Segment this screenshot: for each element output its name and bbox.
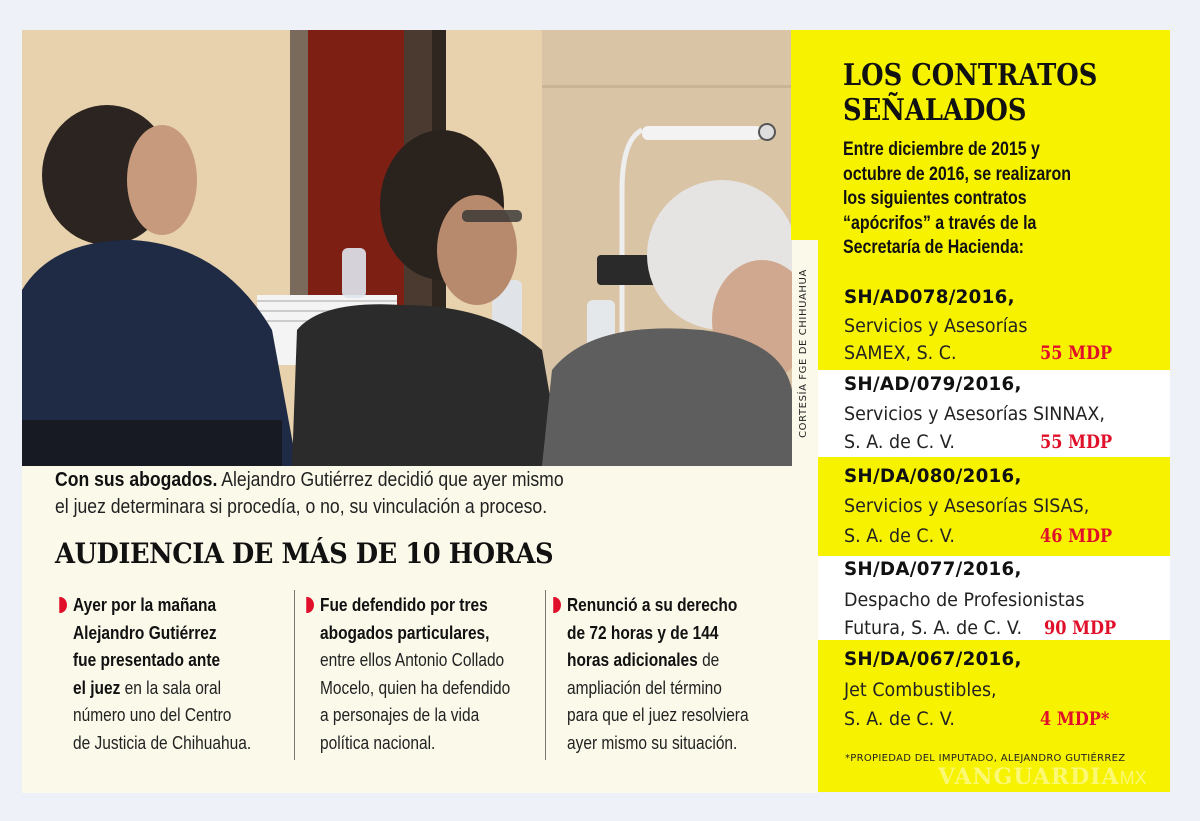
- col3-line-1: ampliación del término: [567, 677, 722, 698]
- watermark-brand: VANGUARDIA: [938, 764, 1120, 790]
- contract-company-line-2: S. A. de C. V.: [844, 431, 955, 453]
- column-2: [320, 592, 590, 757]
- column-1: [73, 592, 343, 757]
- caption-text-2: el juez determinara si procedía, o no, su vinculación a proceso.: [55, 496, 548, 518]
- courtroom-photo: [22, 30, 792, 466]
- contract-company-line-2: S. A. de C. V.: [844, 708, 955, 730]
- photo-credit-text: CORTESÍA FGE DE CHIHUAHUA: [797, 268, 809, 438]
- contract-amount: 55 MDP: [1040, 342, 1113, 364]
- contract-company-line-2: SAMEX, S. C.: [844, 342, 957, 364]
- col2-bold-1: Fue defendido por tres: [320, 595, 488, 615]
- panel-intro: [843, 138, 1162, 261]
- intro-line: los siguientes contratos: [843, 188, 1027, 209]
- col2-line-1: entre ellos Antonio Collado: [320, 650, 505, 670]
- contract-company-line-1: Despacho de Profesionistas: [844, 589, 1085, 611]
- contract-item: [818, 370, 1170, 457]
- contract-item: [818, 556, 1170, 640]
- col2-bold-2: abogados particulares,: [320, 622, 490, 643]
- panel-title-line-2: SEÑALADOS: [843, 93, 1027, 128]
- contract-amount: 46 MDP: [1040, 525, 1113, 547]
- contract-code: SH/AD/079/2016,: [844, 373, 1022, 395]
- contract-company-line-2: S. A. de C. V.: [844, 525, 955, 547]
- col3-bold-1: Renunció a su derecho: [567, 595, 738, 615]
- col1-bold-1: Ayer por la mañana: [73, 595, 217, 615]
- contract-item: [818, 640, 1170, 740]
- col1-mixed-rest: en la sala oral: [120, 677, 222, 698]
- intro-line: Entre diciembre de 2015 y: [843, 139, 1040, 160]
- contract-code: SH/DA/067/2016,: [844, 648, 1022, 670]
- courtroom-photo-illustration: [22, 30, 792, 466]
- caption-lead: Con sus abogados.: [55, 469, 218, 491]
- col3-bold-2: de 72 horas y de 144: [567, 622, 719, 643]
- contract-company-line-1: Servicios y Asesorías: [844, 315, 1028, 337]
- col3-mixed-rest: de: [697, 650, 720, 670]
- contract-company-line-1: Jet Combustibles,: [844, 679, 997, 701]
- column-divider: [294, 590, 295, 760]
- col2-line-4: política nacional.: [320, 732, 436, 753]
- contract-code: SH/DA/077/2016,: [844, 558, 1022, 580]
- col1-mixed-bold: el juez: [73, 677, 121, 698]
- section-title: AUDIENCIA DE MÁS DE 10 HORAS: [55, 537, 554, 570]
- contract-amount: 55 MDP: [1040, 431, 1113, 453]
- contract-company-line-1: Servicios y Asesorías SINNAX,: [844, 403, 1105, 425]
- col3-line-2: para que el juez resolviera: [567, 705, 749, 725]
- col2-line-2: Mocelo, quien ha defendido: [320, 677, 511, 698]
- intro-line: “apócrifos” a través de la: [843, 212, 1037, 234]
- contract-code: SH/AD078/2016,: [844, 286, 1015, 308]
- contract-item: [818, 457, 1170, 556]
- col1-bold-3: fue presentado ante: [73, 650, 221, 670]
- contract-amount: 90 MDP: [1044, 617, 1117, 639]
- col2-line-3: a personajes de la vida: [320, 705, 480, 725]
- watermark-logo: [938, 764, 1147, 790]
- contract-amount: 4 MDP*: [1040, 708, 1110, 730]
- contract-company-line-2: Futura, S. A. de C. V.: [844, 617, 1023, 639]
- contract-item: [818, 283, 1170, 370]
- intro-line: Secretaría de Hacienda:: [843, 237, 1024, 258]
- intro-line: octubre de 2016, se realizaron: [843, 163, 1071, 185]
- panel-title: [843, 58, 1097, 128]
- contract-company-line-1: Servicios y Asesorías SISAS,: [844, 495, 1090, 517]
- contract-code: SH/DA/080/2016,: [844, 465, 1022, 487]
- panel-title-line-1: LOS CONTRATOS: [843, 58, 1098, 93]
- panel-accent-strip: [791, 30, 818, 240]
- caption-text-1: Alejandro Gutiérrez decidió que ayer mismo: [217, 469, 564, 491]
- watermark-suffix: MX: [1119, 768, 1147, 788]
- col1-bold-2: Alejandro Gutiérrez: [73, 622, 217, 643]
- col3-mixed-bold: horas adicionales: [567, 650, 698, 670]
- column-divider: [545, 590, 546, 760]
- photo-credit: [791, 240, 815, 466]
- footnote: *PROPIEDAD DEL IMPUTADO, ALEJANDRO GUTIÉRREZ: [845, 753, 1126, 764]
- col3-line-3: ayer mismo su situación.: [567, 732, 738, 753]
- col1-line-2: de Justicia de Chihuahua.: [73, 732, 252, 753]
- column-3: [567, 592, 837, 757]
- col1-line-1: número uno del Centro: [73, 705, 232, 725]
- photo-caption: [55, 467, 759, 521]
